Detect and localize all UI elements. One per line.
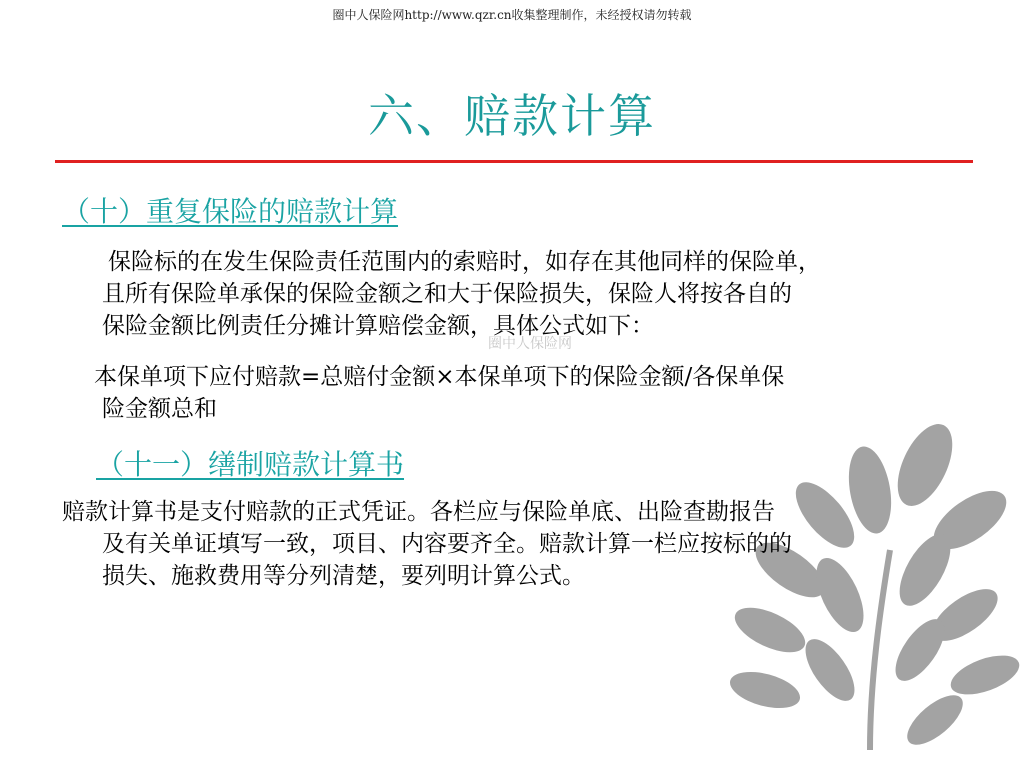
paragraph-line: 及有关单证填写一致，项目、内容要齐全。赔款计算一栏应按标的的	[102, 531, 792, 557]
paragraph-line: 损失、施救费用等分列清楚，要列明计算公式。	[102, 563, 585, 589]
paragraph-line: 且所有保险单承保的保险金额之和大于保险损失，保险人将按各自的	[102, 281, 792, 307]
paragraph-line: 保险金额比例责任分摊计算赔偿金额，具体公式如下：	[102, 313, 654, 339]
slide-title: 六、赔款计算	[368, 89, 656, 143]
paragraph-line: 险金额总和	[102, 396, 217, 422]
section-heading-10: （十）重复保险的赔款计算	[62, 195, 399, 228]
paragraph-line: 保险标的在发生保险责任范围内的索赔时，如存在其他同样的保险单，	[108, 249, 821, 275]
paragraph-line: 赔款计算书是支付赔款的正式凭证。各栏应与保险单底、出险查勘报告	[62, 499, 775, 525]
paragraph-formula	[94, 361, 784, 425]
section-heading-11: （十一）缮制赔款计算书	[96, 448, 405, 481]
paragraph-line: 本保单项下应付赔款=总赔付金额×本保单项下的保险金额/各保单保	[94, 364, 785, 390]
watermark: 圈中人保险网	[488, 336, 572, 352]
paragraph-duplicate-insurance	[102, 246, 821, 342]
header-note: 圈中人保险网http://www.qzr.cn收集整理制作，未经授权请勿转载	[332, 8, 692, 22]
paragraph-claim-calculation	[62, 496, 792, 592]
title-divider	[55, 160, 973, 163]
